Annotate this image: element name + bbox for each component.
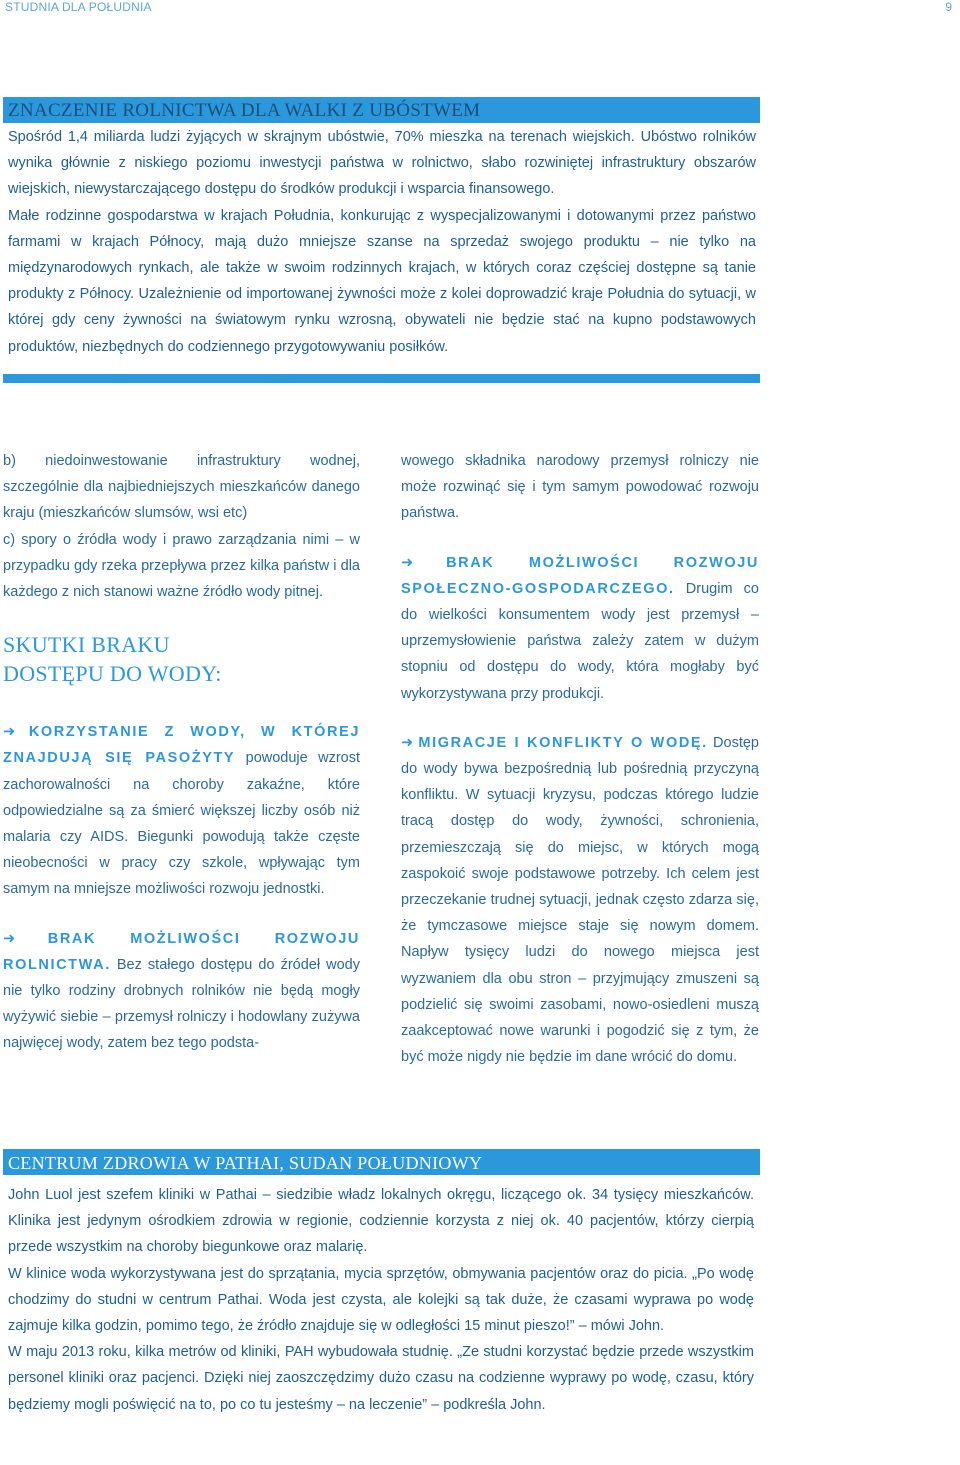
effect-text: Dostęp do wody bywa bezpośrednią lub pośrednią przyczyną konfliktu. W sytuacji kryzysu, podczas którego ludzie tracą dostęp do wody, żywności, schronienia, przemieszczają się do miejsc, w których mogą zaspokoić swoje podstawowe potrzeby. Ich celem jest przeczekanie trudnej sytuacji, jednak często zdarza się, że tymczasowe miejsce staje się nowym domem. Napływ tysięcy ludzi do nowego miejsca jest wyzwaniem dla obu stron – przyjmujący zmuszeni są podzielić się swoimi zasobami, nowo-osiedleni muszą zaakceptować nowe warunki i pogodzić się z tym, że być może nigdy nie będzie im dane wrócić do domu. bbox=[401, 734, 759, 1066]
continued-text: wowego składnika narodowy przemysł rolniczy nie może rozwinąć się i tym samym powodować rozwoju państwa. bbox=[401, 453, 759, 522]
running-header: STUDNIA DLA POŁUDNIA bbox=[5, 0, 152, 14]
left-column bbox=[3, 448, 360, 1057]
top-box-title: ZNACZENIE ROLNICTWA DLA WALKI Z UBÓSTWEM bbox=[8, 100, 481, 121]
effect-block-socioeconomic bbox=[401, 550, 759, 707]
section-title bbox=[3, 630, 360, 688]
right-column bbox=[401, 448, 759, 1070]
bottom-box-title: CENTRUM ZDROWIA W PATHAI, SUDAN POŁUDNIOWY bbox=[8, 1153, 483, 1173]
bottom-box-body bbox=[8, 1182, 754, 1418]
top-box-body bbox=[8, 124, 756, 360]
effect-text: powoduje wzrost zachorowalności na choroby zakaźne, które odpowiedzialne są za śmierć większej liczby osób niż malaria czy AIDS. Biegunki powodują także częste nieobecności w pracy czy szkole, wpływając tym samym na mniejsze możliwości rozwoju jednostki. bbox=[3, 750, 361, 898]
effect-heading: BRAK MOŻLIWOŚCI ROZWOJU ROLNICTWA. bbox=[3, 930, 360, 973]
effect-block-parasites bbox=[3, 719, 360, 902]
bottom-box-paragraph: John Luol jest szefem kliniki w Pathai – siedzibie władz lokalnych okręgu, liczącego ok. 34 tysięcy mieszkańców. Klinika jest jedynym ośrodkiem zdrowia w regionie, codziennie korzysta z niej ok. 40 pacjentów, którzy cierpią przede wszystkim na choroby biegunkowe oraz malarię. bbox=[8, 1187, 754, 1256]
arrow-right-icon: ➜ bbox=[401, 554, 414, 571]
effect-heading: KORZYSTANIE Z WODY, W KTÓREJ ZNAJDUJĄ SIĘ PASOŻYTY bbox=[3, 724, 360, 767]
effect-block-migration bbox=[401, 730, 759, 1071]
top-box-bottom-rule bbox=[3, 374, 760, 383]
list-item-b: b) niedoinwestowanie infrastruktury wodnej, szczególnie dla najbiedniejszych mieszkańców danego kraju (mieszkańców slumsów, wsi etc) bbox=[3, 453, 360, 522]
list-item-c: c) spory o źródła wody i prawo zarządzania nimi – w przypadku gdy rzeka przepływa przez kilka państw i dla każdego z nich stanowi ważne źródło wody pitnej. bbox=[3, 531, 360, 601]
effect-heading: MIGRACJE I KONFLIKTY O WODĘ. bbox=[418, 734, 708, 751]
page-number: 9 bbox=[945, 0, 952, 14]
bottom-box-paragraph: W klinice woda wykorzystywana jest do sprzątania, mycia sprzętów, obmywania pacjentów oraz do picia. „Po wodę chodzimy do studni w centrum Pathai. Woda jest czysta, ale kolejki są tak duże, że czasami wyprawa po wodę zajmuje kilka godzin, pomimo tego, że źródło znajduje się w odległości 15 minut pieszo!” – mówi John. bbox=[8, 1265, 754, 1335]
section-title-line: DOSTĘPU DO WODY: bbox=[3, 661, 222, 687]
section-title-line: SKUTKI BRAKU bbox=[3, 632, 170, 658]
arrow-right-icon: ➜ bbox=[3, 930, 16, 947]
effect-block-agriculture bbox=[3, 926, 360, 1057]
effect-text: Drugim co do wielkości konsumentem wody jest przemysł – uprzemysłowienie państwa zależy zatem w dużym stopniu od dostępu do wody, która mogłaby być wykorzystywana przy produkcji. bbox=[401, 580, 759, 702]
effect-text: Bez stałego dostępu do źródeł wody nie tylko rodziny drobnych rolników nie będą mogły wyżywić siebie – przemysł rolniczy i hodowlany zużywa najwięcej wody, zatem bez tego podsta- bbox=[3, 956, 360, 1052]
bottom-box-paragraph: W maju 2013 roku, kilka metrów od kliniki, PAH wybudowała studnię. „Ze studni korzystać będzie przede wszystkim personel kliniki oraz pacjenci. Dzięki niej zaoszczędzimy dużo czasu na codzienne wyprawy po wodę, czasu, który będziemy mogli poświęcić na to, po co tu jesteśmy – na leczenie” – podkreśla John. bbox=[8, 1344, 754, 1413]
top-box-paragraph: Spośród 1,4 miliarda ludzi żyjących w skrajnym ubóstwie, 70% mieszka na terenach wiejskich. Ubóstwo rolników wynika głównie z niskiego poziomu inwestycji państwa w rolnictwo, słabo rozwiniętej infrastruktury obszarów wiejskich, niewystarczającego dostępu do środków produkcji i wsparcia finansowego. bbox=[8, 129, 756, 198]
arrow-right-icon: ➜ bbox=[401, 734, 414, 751]
effect-heading: BRAK MOŻLIWOŚCI ROZWOJU SPOŁECZNO-GOSPODARCZEGO. bbox=[401, 554, 759, 597]
arrow-right-icon: ➜ bbox=[3, 724, 16, 741]
top-box-paragraph: Małe rodzinne gospodarstwa w krajach Południa, konkurując z wyspecjalizowanymi i dotowanymi przez państwo farmami w krajach Północy, mają dużo mniejsze szanse na sprzedaż swojego produktu – nie tylko na międzynarodowych rynkach, ale także w swoim rodzinnych krajach, w których coraz częściej dostępne są tanie produkty z Północy. Uzależnienie od importowanej żywności może z kolei doprowadzić kraje Południa do sytuacji, w której gdy ceny żywności na światowym rynku wzrosną, obywateli nie będzie stać na kupno podstawowych produktów, niezbędnych do codziennego przygotowywaniu posiłków. bbox=[8, 207, 756, 355]
